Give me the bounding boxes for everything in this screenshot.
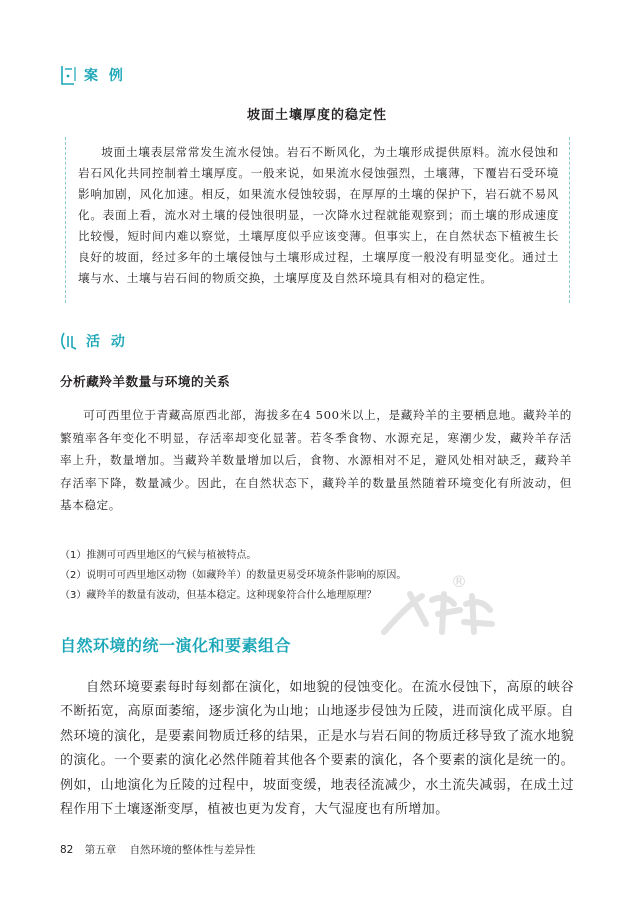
case-title: 坡面土壤厚度的稳定性 bbox=[246, 108, 387, 123]
activity-question-1: （1）推测可可西里地区的气候与植被特点。 bbox=[60, 550, 257, 561]
chapter-number: 第五章 bbox=[84, 844, 117, 856]
activity-icon bbox=[60, 330, 80, 352]
case-header bbox=[60, 63, 126, 87]
activity-label: 活 动 bbox=[86, 334, 128, 350]
activity-questions bbox=[60, 546, 580, 606]
case-body: 坡面土壤表层常常发生流水侵蚀。岩石不断风化，为土壤形成提供原料。流水侵蚀和岩石风化共同控制着土壤厚度。一般来说，如果流水侵蚀强烈，土壤薄，下覆岩石受环境影响加剧，风化加速。相反，如果流水侵蚀较弱，在厚厚的土壤的保护下，岩石就不易风化。表面上看，流水对土壤的侵蚀很明显，一次降水过程就能观察到；而土壤的形成速度比较慢，短时间内难以察觉，土壤厚度似乎应该变薄。但事实上，在自然状态下植被生长良好的坡面，经过多年的土壤侵蚀与土壤形成过程，土壤厚度一般没有明显变化。通过土壤与水、土壤与岩石间的物质交换，土壤厚度及自然环境具有相对的稳定性。 bbox=[78, 145, 559, 285]
case-book-icon bbox=[60, 63, 78, 87]
chapter-title: 自然环境的整体性与差异性 bbox=[129, 844, 256, 856]
section-title: 自然环境的统一演化和要素组合 bbox=[60, 636, 292, 655]
page-number: 82 bbox=[60, 844, 74, 856]
case-label: 案 例 bbox=[84, 68, 126, 84]
activity-header bbox=[60, 330, 128, 352]
publisher-watermark bbox=[380, 574, 500, 644]
case-box bbox=[65, 137, 570, 303]
activity-question-2: （2）说明可可西里地区动物（如藏羚羊）的数量更易受环境条件影响的原因。 bbox=[60, 570, 407, 581]
activity-question-3: （3）藏羚羊的数量有波动，但基本稳定。这种现象符合什么地理原理？ bbox=[60, 590, 377, 601]
registered-mark: ® bbox=[451, 572, 467, 591]
section-body: 自然环境要素每时每刻都在演化，如地貌的侵蚀变化。在流水侵蚀下，高原的峡谷不断拓宽，高原面萎缩，逐步演化为山地；山地逐步侵蚀为丘陵，进而演化成平原。自然环境的演化，是要素间物质迁移的结果，正是水与岩石间的物质迁移导致了流水地貌的演化。一个要素的演化必然伴随着其他各个要素的演化，各个要素的演化是统一的。例如，山地演化为丘陵的过程中，坡面变缓，地表径流减少，水土流失减弱，在成土过程作用下土壤逐渐变厚，植被也更为发育，大气湿度也有所增加。 bbox=[60, 680, 574, 818]
activity-title: 分析藏羚羊数量与环境的关系 bbox=[60, 374, 231, 389]
page-footer bbox=[60, 842, 256, 857]
activity-body: 可可西里位于青藏高原西北部，海拔多在4 500米以上，是藏羚羊的主要栖息地。藏羚羊的繁殖率各年变化不明显，存活率却变化显著。若冬季食物、水源充足，寒潮少发，藏羚羊存活率上升，数量增加。当藏羚羊数量增加以后，食物、水源相对不足，避风处相对缺乏，藏羚羊存活率下降，数量减少。因此，在自然状态下，藏羚羊的数量虽然随着环境变化有所波动，但基本稳定。 bbox=[60, 408, 572, 513]
